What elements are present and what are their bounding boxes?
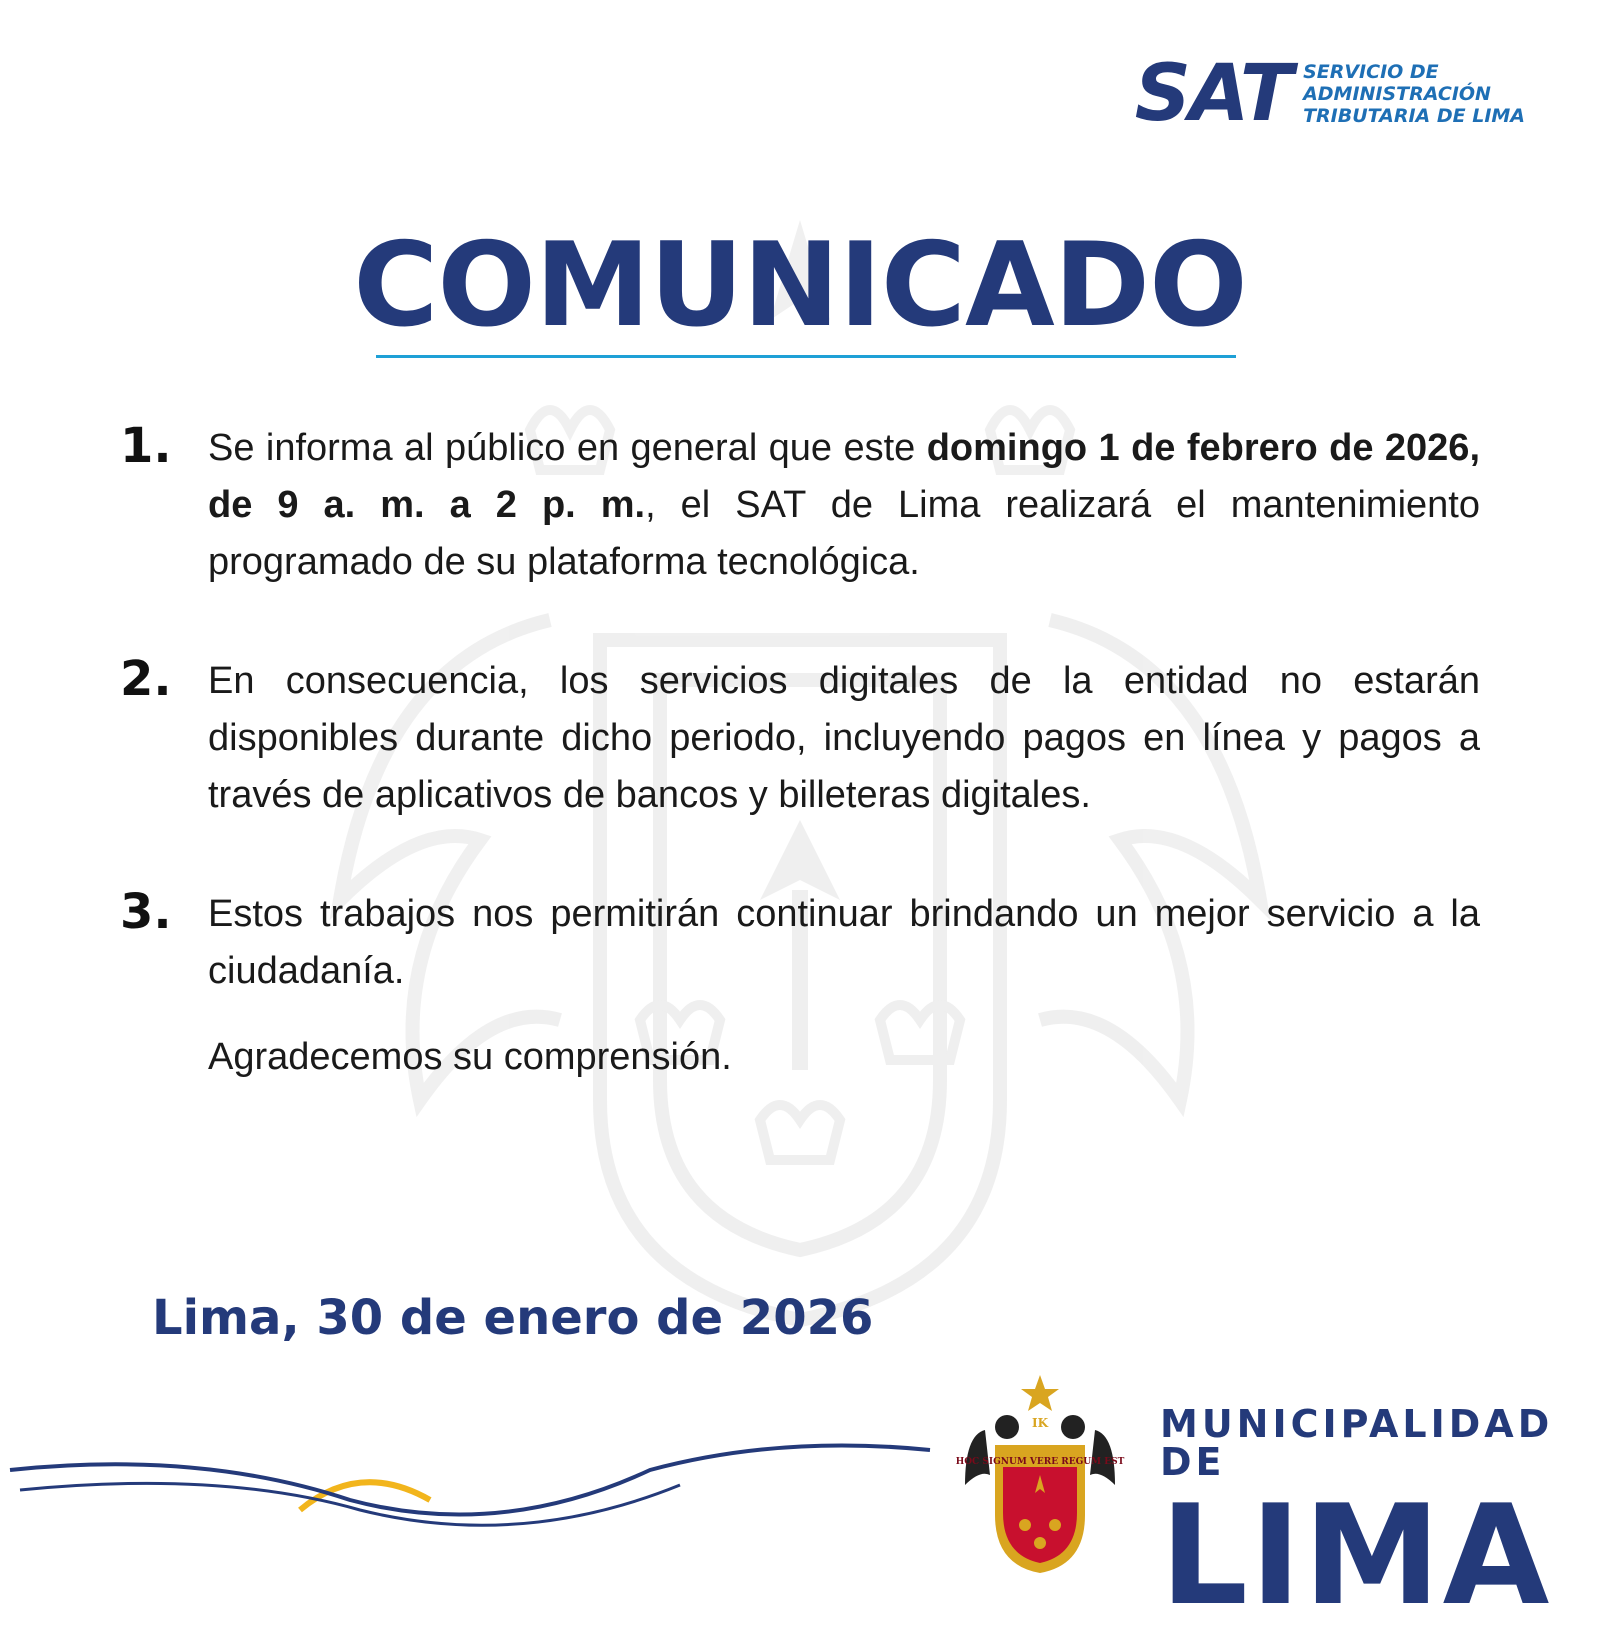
sat-sub-line-1: SERVICIO DE — [1303, 61, 1439, 83]
date-line: Lima, 30 de enero de 2026 — [152, 1290, 874, 1346]
municipalidad-lima: LIMA — [1160, 1475, 1552, 1636]
item-text — [208, 653, 1480, 824]
municipalidad-logo — [1160, 1402, 1600, 1636]
list-item — [120, 420, 1480, 591]
page-title: COMUNICADO — [353, 218, 1247, 353]
sat-logo — [1134, 49, 1525, 139]
star-icon — [1021, 1375, 1059, 1411]
wave-decoration — [0, 1430, 950, 1540]
item-text-part: , el SAT de Lima realizará el mantenimiento programado de su plataforma tecnológica. — [208, 484, 1480, 583]
closing-text: Agradecemos su comprensión. — [208, 1036, 732, 1078]
sat-logo-subtitle — [1303, 61, 1525, 127]
shield-band-text: HOC SIGNUM VERE REGUM EST — [955, 1457, 1125, 1467]
wave-line-2 — [20, 1483, 680, 1525]
shield-top-text: IK — [1031, 1416, 1049, 1430]
item-text — [208, 886, 1480, 1000]
announcement-list — [120, 420, 1480, 1062]
sat-logo-word: SAT — [1134, 49, 1292, 139]
municipalidad-top: MUNICIPALIDAD DE — [1160, 1402, 1554, 1484]
sat-sub-line-3: TRIBUTARIA DE LIMA — [1303, 105, 1525, 127]
item-text-part: Estos trabajos nos permitirán continuar brindando un mejor servicio a la ciudadanía. — [208, 893, 1480, 992]
list-item — [120, 886, 1480, 1000]
wave-line-1 — [10, 1446, 930, 1515]
item-text-part: Se informa al público en general que este — [208, 427, 927, 469]
item-text-part: En consecuencia, los servicios digitales de la entidad no estarán disponibles durante dicho periodo, incluyendo pagos en línea y pagos a través de aplicativos de bancos y billeteras digitales. — [208, 660, 1480, 816]
item-number: 3. — [120, 884, 172, 940]
sat-sub-line-2: ADMINISTRACIÓN — [1303, 83, 1491, 105]
item-number: 1. — [120, 418, 172, 474]
title-underline — [376, 355, 1236, 358]
item-text-bold: domingo 1 de febrero de 2026, de 9 a. m. a 2 p. m. — [208, 427, 1481, 526]
lima-coat-of-arms — [955, 1375, 1125, 1575]
item-text — [208, 420, 1480, 591]
item-number: 2. — [120, 651, 172, 707]
sun-arc — [300, 1482, 430, 1510]
list-item — [120, 653, 1480, 824]
